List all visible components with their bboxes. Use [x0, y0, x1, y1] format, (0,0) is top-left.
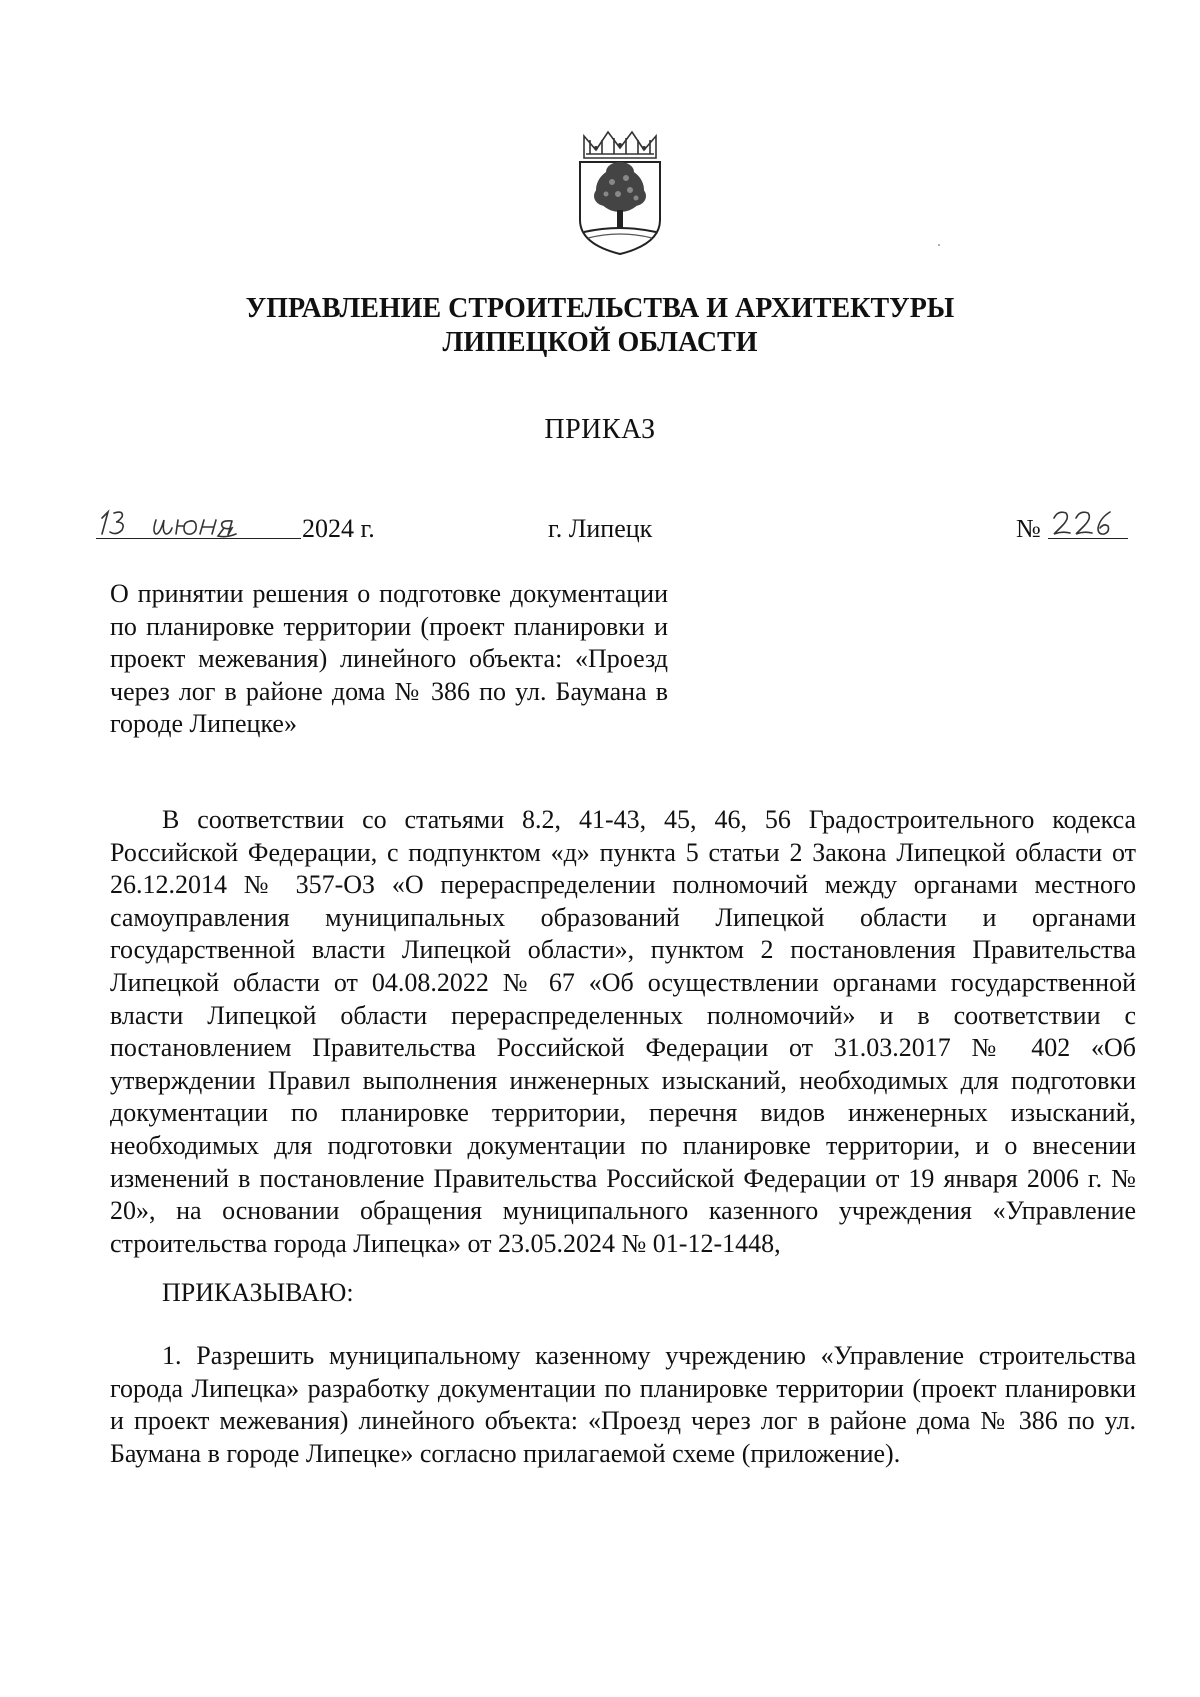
handwritten-date [96, 504, 301, 539]
organization-title-line-1: УПРАВЛЕНИЕ СТРОИТЕЛЬСТВА И АРХИТЕКТУРЫ [245, 293, 955, 324]
coat-of-arms-icon [570, 128, 670, 258]
preamble-paragraph: В соответствии со статьями 8.2, 41-43, 45, 46, 56 Градостроительного кодекса Российской Федерации, с подпунктом «д» пункта 5 статьи 2 Закона Липецкой области от 26.12.2014 № 357-ОЗ «О перераспределении полномочий между органами местного самоуправления муниципальных образований Липецкой области и органами государственной власти Липецкой области», пунктом 2 постановления Правительства Липецкой области от 04.08.2022 № 67 «Об осуществлении органами государственной власти Липецкой области перераспределенных полномочий» и в соответствии с постановлением Правительства Российской Федерации от 31.03.2017 № 402 «Об утверждении Правил выполнения инженерных изысканий, необходимых для подготовки документации по планировке территории, перечня видов инженерных изысканий, необходимых для подготовки документации по планировке территории, и о внесении изменений в постановление Правительства Российской Федерации от 19 января 2006 г. № 20», на основании обращения муниципального казенного учреждения «Управление строительства города Липецка» от 23.05.2024 № 01-12-1448, [110, 805, 1136, 1258]
document-city: г. Липецк [548, 514, 653, 543]
organization-title-line-2: ЛИПЕЦКОЙ ОБЛАСТИ [442, 327, 758, 358]
handwritten-number [1048, 504, 1128, 539]
order-keyword: ПРИКАЗЫВАЮ: [162, 1278, 354, 1307]
scan-speck [938, 244, 940, 246]
document-year: 2024 г. [302, 514, 375, 543]
document-number-label: № [1016, 514, 1041, 543]
document-type-title: ПРИКАЗ [544, 414, 656, 445]
order-item-1: 1. Разрешить муниципальному казенному учреждению «Управление строительства города Липецка» разработку документации по планировке территории (проект планировки и проект межевания) линейного объекта: «Проезд через лог в районе дома № 386 по ул. Баумана в городе Липецке» согласно прилагаемой схеме (приложение). [110, 1341, 1136, 1468]
handwritten-date-strokes [96, 504, 301, 538]
document-subject: О принятии решения о подготовке документации по планировке территории (проект планировки и проект межевания) линейного объекта: «Проезд через лог в районе дома № 386 по ул. Баумана в городе Липецке» [110, 579, 668, 738]
handwritten-number-strokes [1048, 504, 1128, 538]
